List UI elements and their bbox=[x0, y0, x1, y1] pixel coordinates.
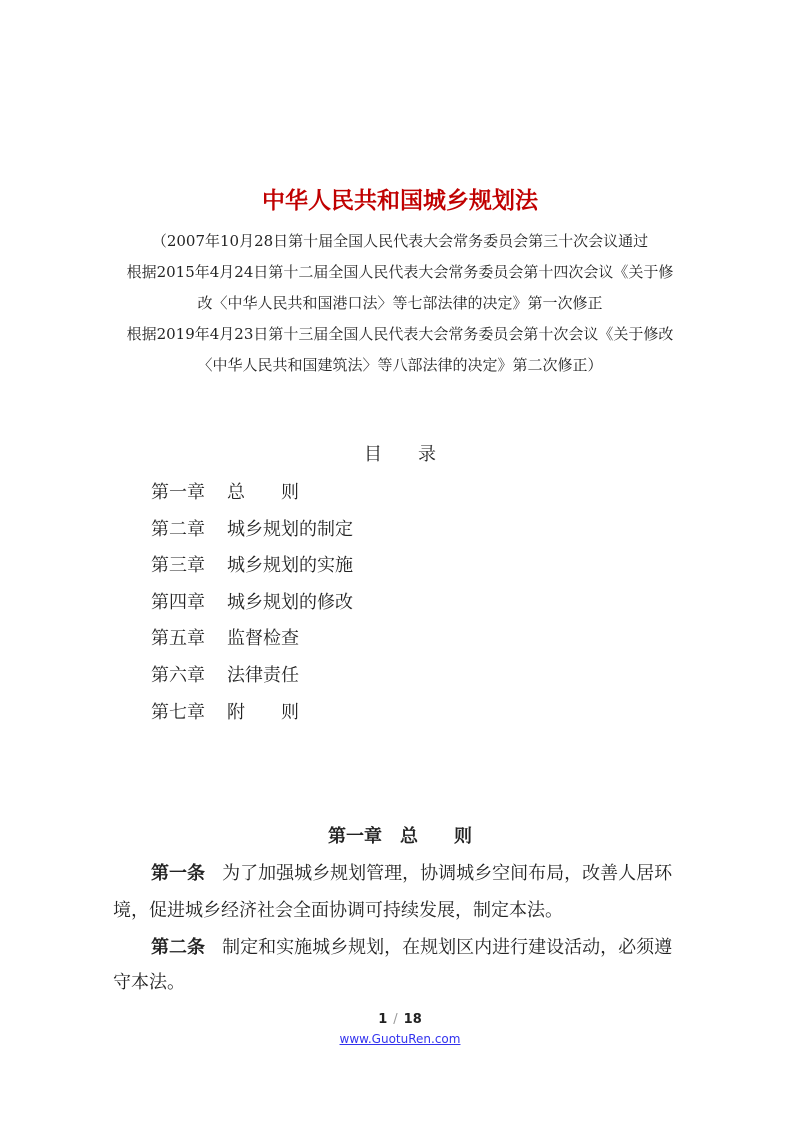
toc-item[interactable] bbox=[151, 588, 353, 614]
article-label: 第二条 bbox=[151, 937, 205, 958]
toc-chapter: 第四章 bbox=[151, 592, 205, 613]
toc-name: 城乡规划的修改 bbox=[227, 592, 353, 613]
subtitle-line: 根据2015年4月24日第十二届全国人民代表大会常务委员会第十四次会议《关于修 bbox=[126, 263, 674, 281]
article-label: 第一条 bbox=[151, 863, 205, 884]
article-line bbox=[151, 859, 672, 885]
toc-name: 总 则 bbox=[227, 482, 299, 503]
toc-heading: 目 录 bbox=[364, 444, 436, 465]
toc-chapter: 第一章 bbox=[151, 482, 205, 503]
toc-item[interactable] bbox=[151, 698, 299, 724]
toc-chapter: 第六章 bbox=[151, 665, 205, 686]
article-text: 制定和实施城乡规划，在规划区内进行建设活动，必须遵 bbox=[222, 937, 673, 958]
toc-item[interactable] bbox=[151, 661, 299, 687]
article-text: 守本法。 bbox=[113, 972, 185, 993]
toc-name: 城乡规划的制定 bbox=[227, 519, 353, 540]
toc-name: 附 则 bbox=[227, 702, 299, 723]
subtitle-line: 改〈中华人民共和国港口法〉等七部法律的决定》第一次修正 bbox=[197, 294, 603, 312]
chapter-heading: 第一章 总 则 bbox=[328, 826, 472, 847]
page-separator: / bbox=[393, 1012, 398, 1027]
footer-link-container bbox=[0, 1032, 800, 1046]
toc-name: 监督检查 bbox=[227, 628, 299, 649]
article-text: 境，促进城乡经济社会全面协调可持续发展，制定本法。 bbox=[113, 900, 563, 921]
page-number bbox=[0, 1012, 800, 1027]
toc-chapter: 第二章 bbox=[151, 519, 205, 540]
toc-name: 法律责任 bbox=[227, 665, 299, 686]
subtitle-line: 根据2019年4月23日第十三届全国人民代表大会常务委员会第十次会议《关于修改 bbox=[126, 325, 674, 343]
current-page: 1 bbox=[378, 1012, 388, 1027]
website-link[interactable]: www.GuotuRen.com bbox=[339, 1032, 461, 1046]
toc-item[interactable] bbox=[151, 478, 299, 504]
toc-chapter: 第七章 bbox=[151, 702, 205, 723]
document-title: 中华人民共和国城乡规划法 bbox=[262, 188, 538, 214]
toc-item[interactable] bbox=[151, 624, 299, 650]
subtitle-line: 〈中华人民共和国建筑法〉等八部法律的决定》第二次修正） bbox=[197, 356, 603, 374]
total-pages: 18 bbox=[403, 1012, 422, 1027]
toc-chapter: 第五章 bbox=[151, 628, 205, 649]
toc-item[interactable] bbox=[151, 515, 353, 541]
toc-item[interactable] bbox=[151, 551, 353, 577]
article-line bbox=[151, 933, 672, 959]
toc-name: 城乡规划的实施 bbox=[227, 555, 353, 576]
toc-chapter: 第三章 bbox=[151, 555, 205, 576]
subtitle-line: （2007年10月28日第十届全国人民代表大会常务委员会第三十次会议通过 bbox=[151, 232, 649, 250]
article-text: 为了加强城乡规划管理，协调城乡空间布局，改善人居环 bbox=[222, 863, 673, 884]
